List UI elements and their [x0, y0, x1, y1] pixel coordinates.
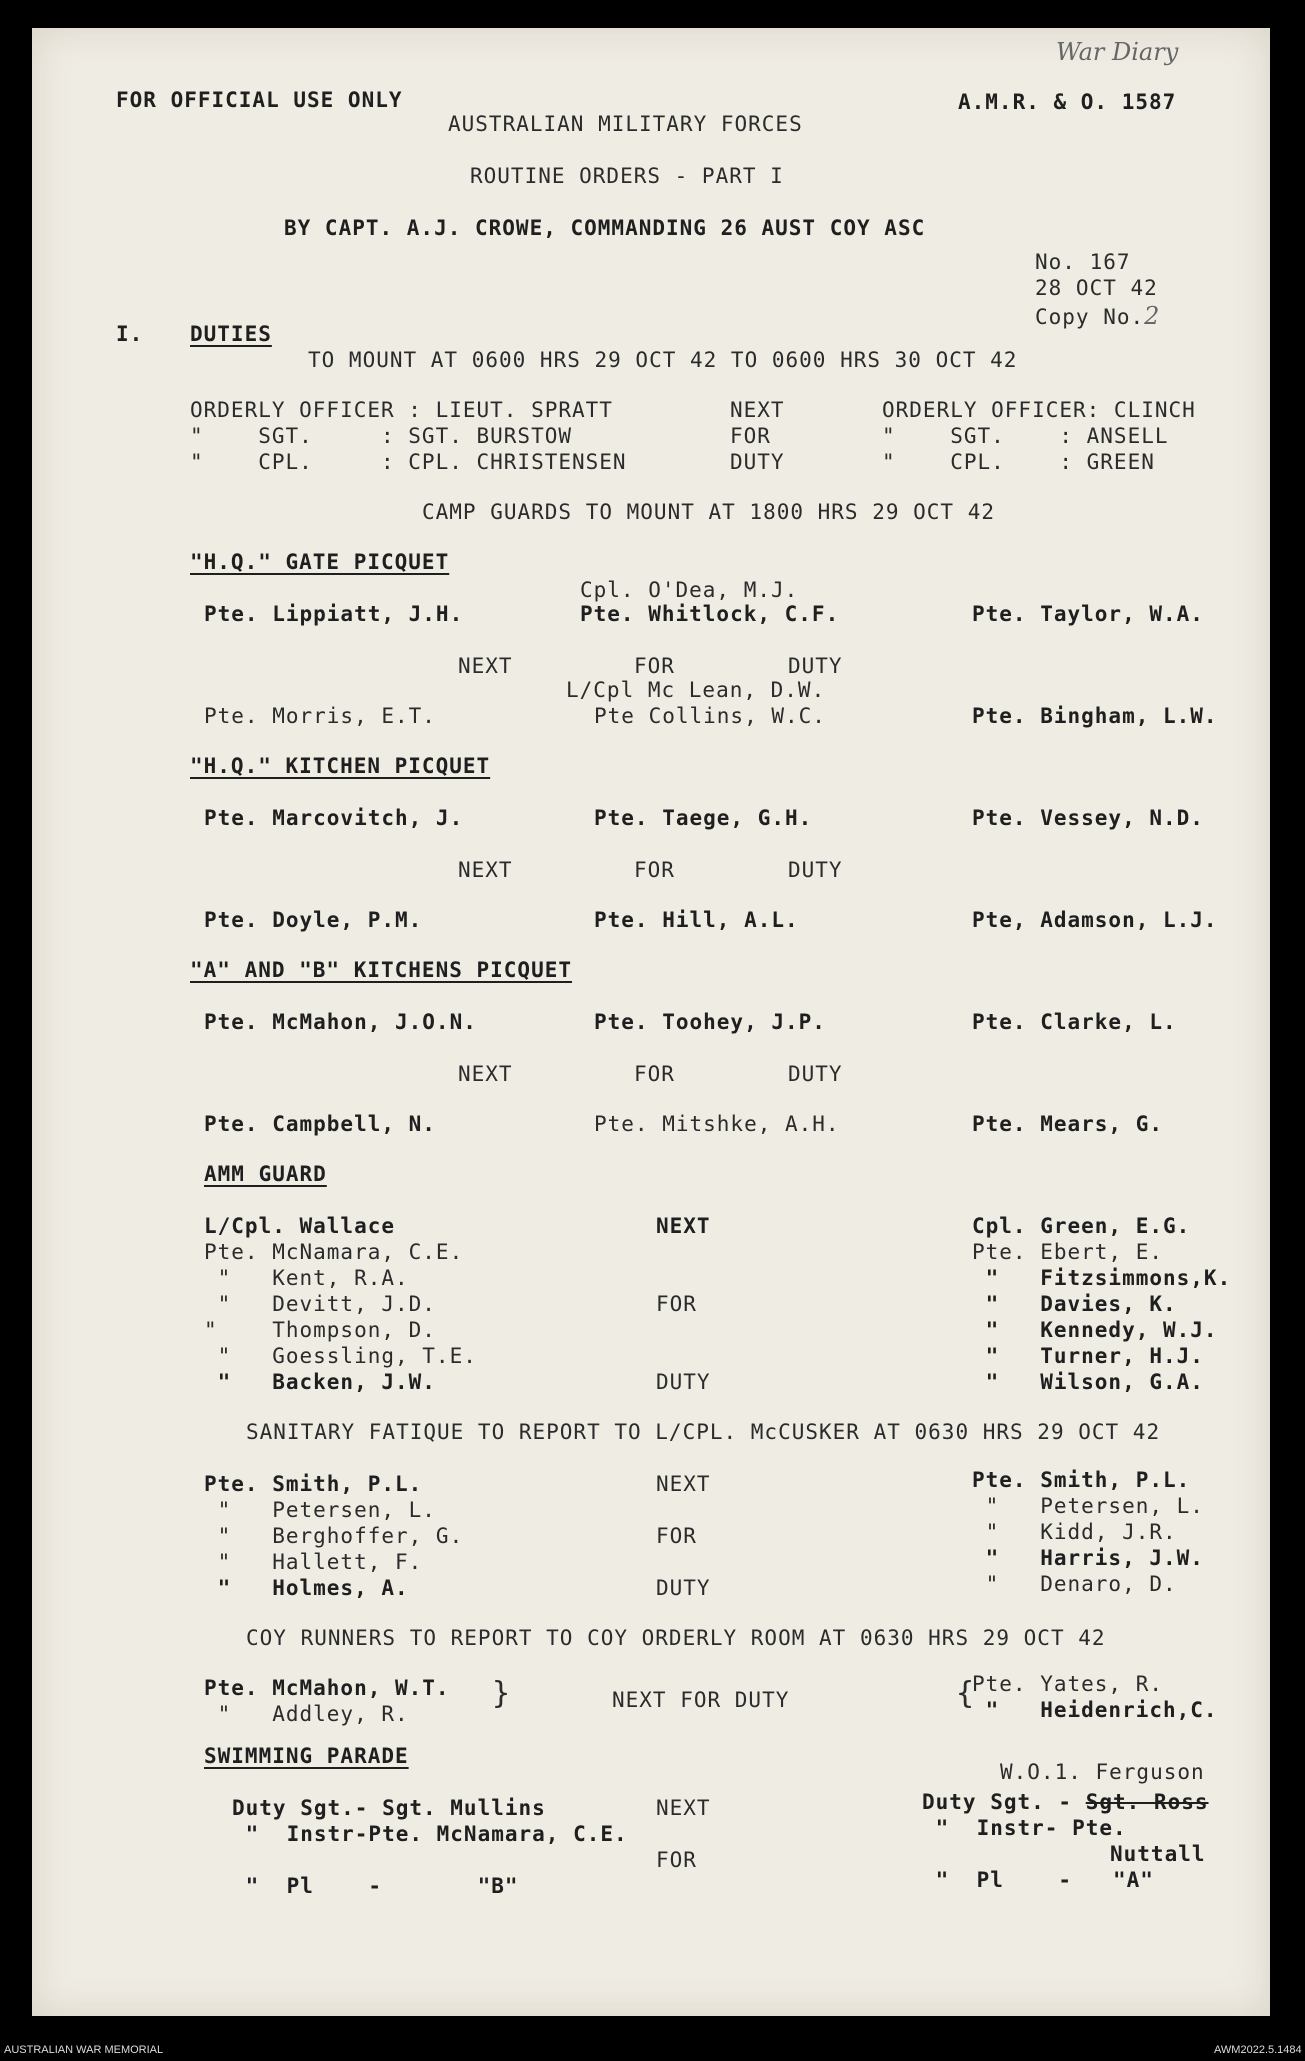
hq-gate-a2: Pte. Morris, E.T. [204, 704, 436, 728]
orderly-left-1: ORDERLY OFFICER : LIEUT. SPRATT [190, 398, 613, 422]
hq-gate-c1: Pte. Taylor, W.A. [972, 602, 1204, 626]
hq-gate-b2: Pte Collins, W.C. [594, 704, 826, 728]
amm-right-4: " Davies, K. [972, 1292, 1177, 1316]
footer-left: AUSTRALIAN WAR MEMORIAL [4, 2044, 164, 2056]
swimming-right-2b: Nuttall [1110, 1842, 1206, 1866]
ab-kitchen-c2: Pte. Mears, G. [972, 1112, 1164, 1136]
left-brace-icon: } [492, 1676, 512, 1711]
hq-gate-next: NEXT [458, 654, 513, 678]
amm-left-4: " Devitt, J.D. [204, 1292, 436, 1316]
amm-next: NEXT [656, 1214, 711, 1238]
hq-gate-b2a: L/Cpl Mc Lean, D.W. [566, 678, 826, 702]
amm-right-6: " Turner, H.J. [972, 1344, 1204, 1368]
handwritten-note: War Diary [1056, 38, 1179, 66]
amm-left-1: L/Cpl. Wallace [204, 1214, 396, 1238]
orderly-left-2: " SGT. : SGT. BURSTOW [190, 424, 573, 448]
copy-number: Copy No.2 [1035, 302, 1160, 330]
official-use-label: FOR OFFICIAL USE ONLY [116, 88, 403, 112]
sanitary-right-1: Pte. Smith, P.L. [972, 1468, 1191, 1492]
sanitary-left-1: Pte. Smith, P.L. [204, 1472, 423, 1496]
hq-kitchen-for: FOR [634, 858, 675, 882]
hq-gate-duty: DUTY [788, 654, 843, 678]
document-page [32, 28, 1270, 2016]
amm-right-5: " Kennedy, W.J. [972, 1318, 1218, 1342]
section-number: I. [116, 322, 144, 346]
runners-right-2: " Heidenrich,C. [972, 1698, 1218, 1722]
orderly-left-3: " CPL. : CPL. CHRISTENSEN [190, 450, 627, 474]
amm-right-7: " Wilson, G.A. [972, 1370, 1204, 1394]
reference-number: A.M.R. & O. 1587 [958, 90, 1177, 114]
amm-left-2: Pte. McNamara, C.E. [204, 1240, 464, 1264]
orderly-duty: DUTY [730, 450, 785, 474]
hq-kitchen-a1: Pte. Marcovitch, J. [204, 806, 464, 830]
ab-kitchen-title: "A" AND "B" KITCHENS PICQUET [190, 958, 573, 982]
hq-gate-a1: Pte. Lippiatt, J.H. [204, 602, 464, 626]
ab-kitchen-b2: Pte. Mitshke, A.H. [594, 1112, 840, 1136]
swimming-next: NEXT [656, 1796, 711, 1820]
ab-kitchen-for: FOR [634, 1062, 675, 1086]
swimming-for: FOR [656, 1848, 697, 1872]
ab-kitchen-next: NEXT [458, 1062, 513, 1086]
amm-right-3: " Fitzsimmons,K. [972, 1266, 1232, 1290]
swimming-right-3: " Pl - "A" [922, 1868, 1154, 1892]
sanitary-title: SANITARY FATIQUE TO REPORT TO L/CPL. McCUSKER AT 0630 HRS 29 OCT 42 [246, 1420, 1161, 1444]
runners-next-for-duty: NEXT FOR DUTY [612, 1688, 790, 1712]
swimming-left-2: " Instr-Pte. McNamara, C.E. [232, 1822, 628, 1846]
sanitary-right-2: " Petersen, L. [972, 1494, 1204, 1518]
hq-kitchen-duty: DUTY [788, 858, 843, 882]
ab-kitchen-duty: DUTY [788, 1062, 843, 1086]
hq-kitchen-next: NEXT [458, 858, 513, 882]
commanding-line: BY CAPT. A.J. CROWE, COMMANDING 26 AUST COY ASC [284, 216, 926, 240]
hq-gate-for: FOR [634, 654, 675, 678]
orderly-right-2: " SGT. : ANSELL [882, 424, 1169, 448]
ab-kitchen-a2: Pte. Campbell, N. [204, 1112, 436, 1136]
swimming-right-2: " Instr- Pte. [922, 1816, 1127, 1840]
sanitary-next: NEXT [656, 1472, 711, 1496]
amm-left-6: " Goessling, T.E. [204, 1344, 477, 1368]
hq-gate-b1: Pte. Whitlock, C.F. [580, 602, 840, 626]
orderly-right-1: ORDERLY OFFICER: CLINCH [882, 398, 1196, 422]
mount-line: TO MOUNT AT 0600 HRS 29 OCT 42 TO 0600 HRS 30 OCT 42 [308, 348, 1018, 372]
runners-left-1: Pte. McMahon, W.T. [204, 1676, 450, 1700]
amm-left-5: " Thompson, D. [204, 1318, 436, 1342]
hq-kitchen-c1: Pte. Vessey, N.D. [972, 806, 1204, 830]
hq-kitchen-c2: Pte, Adamson, L.J. [972, 908, 1218, 932]
right-brace-icon: { [956, 1676, 976, 1711]
orderly-next: NEXT [730, 398, 785, 422]
amm-duty: DUTY [656, 1370, 711, 1394]
sanitary-right-3: " Kidd, J.R. [972, 1520, 1177, 1544]
order-number: No. 167 [1035, 250, 1131, 274]
hq-kitchen-title: "H.Q." KITCHEN PICQUET [190, 754, 491, 778]
camp-guards-line: CAMP GUARDS TO MOUNT AT 1800 HRS 29 OCT 42 [422, 500, 996, 524]
ab-kitchen-c1: Pte. Clarke, L. [972, 1010, 1177, 1034]
swimming-left-1: Duty Sgt.- Sgt. Mullins [232, 1796, 546, 1820]
routine-orders-title: ROUTINE ORDERS - PART I [470, 164, 784, 188]
swimming-left-3: " Pl - "B" [232, 1874, 519, 1898]
amm-guard-title: AMM GUARD [204, 1162, 327, 1186]
amm-right-2: Pte. Ebert, E. [972, 1240, 1164, 1264]
runners-right-1: Pte. Yates, R. [972, 1672, 1164, 1696]
amm-left-7: " Backen, J.W. [204, 1370, 436, 1394]
section-title: DUTIES [190, 322, 272, 346]
ab-kitchen-a1: Pte. McMahon, J.O.N. [204, 1010, 477, 1034]
forces-title: AUSTRALIAN MILITARY FORCES [448, 112, 803, 136]
sanitary-duty: DUTY [656, 1576, 711, 1600]
hq-gate-c2: Pte. Bingham, L.W. [972, 704, 1218, 728]
swimming-title: SWIMMING PARADE [204, 1744, 409, 1768]
swimming-right-0: W.O.1. Ferguson [1000, 1760, 1205, 1784]
sanitary-left-5: " Holmes, A. [204, 1576, 409, 1600]
runners-left-2: " Addley, R. [204, 1702, 409, 1726]
hq-kitchen-a2: Pte. Doyle, P.M. [204, 908, 423, 932]
hq-gate-b0: Cpl. O'Dea, M.J. [580, 578, 799, 602]
runners-title: COY RUNNERS TO REPORT TO COY ORDERLY ROOM AT 0630 HRS 29 OCT 42 [246, 1626, 1106, 1650]
sanitary-left-3: " Berghoffer, G. [204, 1524, 464, 1548]
hq-kitchen-b2: Pte. Hill, A.L. [594, 908, 799, 932]
sanitary-right-4: " Harris, J.W. [972, 1546, 1204, 1570]
order-date: 28 OCT 42 [1035, 276, 1158, 300]
amm-for: FOR [656, 1292, 697, 1316]
orderly-right-3: " CPL. : GREEN [882, 450, 1155, 474]
hq-gate-title: "H.Q." GATE PICQUET [190, 550, 450, 574]
sanitary-left-2: " Petersen, L. [204, 1498, 436, 1522]
hq-kitchen-b1: Pte. Taege, G.H. [594, 806, 813, 830]
footer-right: AWM2022.5.1484 [1214, 2044, 1302, 2056]
amm-right-1: Cpl. Green, E.G. [972, 1214, 1191, 1238]
sanitary-right-5: " Denaro, D. [972, 1572, 1177, 1596]
sanitary-left-4: " Hallett, F. [204, 1550, 423, 1574]
ab-kitchen-b1: Pte. Toohey, J.P. [594, 1010, 826, 1034]
amm-left-3: " Kent, R.A. [204, 1266, 409, 1290]
swimming-right-1: Duty Sgt. - Sgt. Ross [922, 1790, 1209, 1814]
sanitary-for: FOR [656, 1524, 697, 1548]
orderly-for: FOR [730, 424, 771, 448]
